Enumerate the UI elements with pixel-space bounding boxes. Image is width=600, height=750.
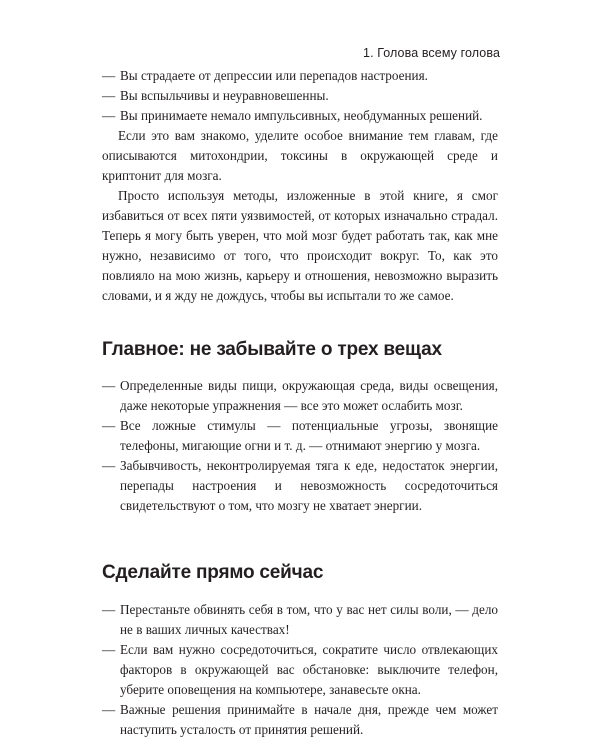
dash-marker: —: [102, 108, 116, 123]
list-item: — Все ложные стимулы — потенциальные угрозы, звонящие телефоны, мигающие огни и т. д. — отнимают энергию у мозга.: [102, 418, 498, 453]
dash-marker: —: [102, 418, 116, 433]
list-item: — Перестаньте обвинять себя в том, что у вас нет силы воли, — дело не в ваших личных качествах!: [102, 602, 498, 637]
dash-marker: —: [102, 602, 116, 617]
page-body: [102, 66, 498, 740]
dash-marker: —: [102, 88, 116, 103]
paragraph: Если это вам знакомо, уделите особое внимание тем главам, где описываются митохондрии, токсины в окружающей среде и криптонит для мозга.: [102, 128, 498, 183]
dash-marker: —: [102, 642, 116, 657]
list-item: — Вы страдаете от депрессии или перепадов настроения.: [102, 66, 498, 86]
list-item: — Вы вспыльчивы и неуравновешенны.: [102, 86, 498, 106]
list-item: — Вы принимаете немало импульсивных, необдуманных решений.: [102, 106, 498, 126]
dash-marker: —: [102, 68, 116, 83]
paragraph: Просто используя методы, изложенные в этой книге, я смог избавиться от всех пяти уязвимостей, от которых изначально страдал. Теперь я могу быть уверен, что мой мозг будет работать так, как мне нужно, независимо от того, что происходит вокруг. То, как это повлияло на мою жизнь, карьеру и отношения, невозможно выразить словами, и я жду не дождусь, чтобы вы испытали то же самое.: [102, 188, 498, 303]
running-head: 1. Голова всему голова: [363, 46, 500, 60]
list-item: — Важные решения принимайте в начале дня, прежде чем может наступить усталость от принятия решений.: [102, 702, 498, 737]
dash-marker: —: [102, 458, 116, 473]
intro-list: [102, 66, 498, 126]
list-item: — Если вам нужно сосредоточиться, сократите число отвлекающих факторов в окружающей вас обстановке: выключите телефон, уберите оповещения на компьютере, занавесьте окна.: [102, 642, 498, 697]
dash-marker: —: [102, 702, 116, 717]
section-heading-main: Главное: не забывайте о трех вещах: [102, 339, 442, 360]
action-items-list: [102, 600, 498, 740]
dash-marker: —: [102, 378, 116, 393]
list-item: — Забывчивость, неконтролируемая тяга к еде, недостаток энергии, перепады настроения и невозможность сосредоточиться свидетельствуют о том, что мозгу не хватает энергии.: [102, 458, 498, 513]
list-item: — Определенные виды пищи, окружающая среда, виды освещения, даже некоторые упражнения — все это может ослабить мозг.: [102, 378, 498, 413]
main-points-list: [102, 376, 498, 516]
section-heading-now: Сделайте прямо сейчас: [102, 562, 324, 583]
